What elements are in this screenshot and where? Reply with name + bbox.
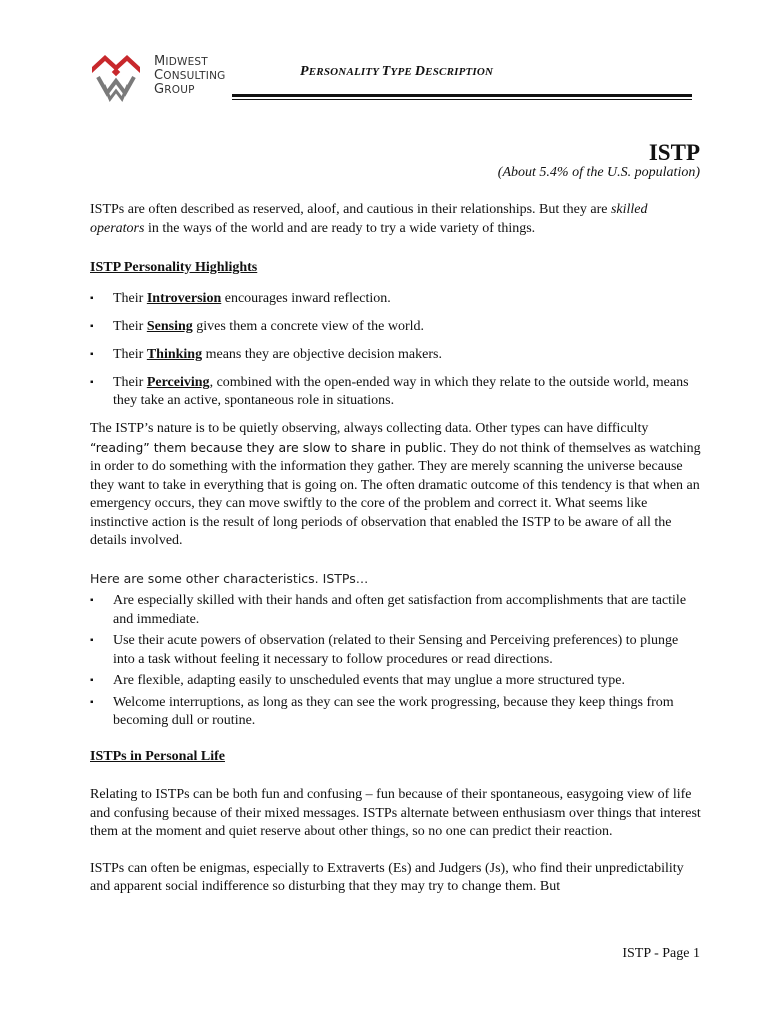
personal-life-heading: ISTPs in Personal Life bbox=[90, 748, 225, 764]
intro-paragraph bbox=[90, 201, 702, 238]
intro-text: ISTPs are often described as reserved, aloof, and cautious in their relationships. But they are bbox=[90, 202, 611, 217]
logo-line-3-rest: ROUP bbox=[164, 84, 195, 96]
nature-text: They do not think of themselves as watching in order to do something with the information they gather. They are merely scanning the universe because they want to take in everything that is going on. The often dramatic outcome of this tendency is that when an emergency occurs, they can move swiftly to the core of the problem and correct it. What seems like instinctive action is the result of long periods of observation that enabled the ISTP to be aware of all the details involved. bbox=[90, 440, 701, 548]
title-part: D bbox=[414, 64, 426, 79]
intro-emphasis: skilled operators bbox=[90, 202, 648, 236]
logo-line-3: GROUP bbox=[154, 82, 195, 97]
item-keyword: Sensing bbox=[146, 318, 193, 334]
header-title bbox=[300, 64, 493, 80]
intro-text: in the ways of the world and are ready to try a wide variety of things. bbox=[144, 220, 536, 236]
list-item: ▪ Welcome interruptions, as long as they can see the work progressing, because they keep things from becoming dull or routine. bbox=[90, 694, 702, 731]
item-text: encourages inward reflection. bbox=[221, 290, 391, 306]
item-prefix: Their bbox=[113, 318, 147, 334]
item-keyword: Thinking bbox=[146, 346, 203, 362]
item-text: gives them a concrete view of the world. bbox=[192, 318, 425, 334]
list-item: ▪ Are especially skilled with their hands and often get satisfaction from accomplishments that are tactile and immediate. bbox=[90, 592, 702, 629]
list-item bbox=[90, 318, 702, 337]
company-logo bbox=[92, 55, 232, 107]
nature-text: The ISTP’s nature is to be quietly observing, always collecting data. Other types can have difficulty bbox=[90, 421, 649, 436]
item-text: means they are objective decision makers. bbox=[202, 346, 442, 362]
list-item: ▪ Are flexible, adapting easily to unscheduled events that may unglue a more structured type. bbox=[90, 672, 702, 691]
logo-line-1: MIDWEST bbox=[154, 54, 208, 69]
item-prefix: Their bbox=[113, 290, 147, 306]
page-footer: ISTP - Page 1 bbox=[622, 946, 700, 961]
nature-paragraph bbox=[90, 420, 702, 551]
highlights-list bbox=[90, 290, 702, 411]
item-prefix: Their bbox=[113, 346, 147, 362]
logo-line-2-rest: ONSULTING bbox=[163, 70, 226, 82]
highlights-heading: ISTP Personality Highlights bbox=[90, 260, 258, 275]
logo-mark-icon bbox=[92, 55, 152, 105]
type-code: ISTP bbox=[648, 140, 700, 165]
list-item bbox=[90, 346, 702, 365]
list-item: ▪ Use their acute powers of observation (related to their Sensing and Perceiving preferences) to plunge into a task without feeling it necessary to follow procedures or read directions. bbox=[90, 632, 702, 669]
item-keyword: Introversion bbox=[146, 290, 222, 306]
list-item bbox=[90, 290, 702, 309]
title-part: P bbox=[300, 64, 309, 79]
title-part: T bbox=[381, 64, 391, 79]
header-rule-thick bbox=[232, 94, 692, 97]
population-note: (About 5.4% of the U.S. population) bbox=[497, 165, 700, 180]
characteristics-intro: Here are some other characteristics. ISTPs… bbox=[90, 570, 369, 586]
personal-life-paragraph-2: ISTPs can often be enigmas, especially to Extraverts (Es) and Judgers (Js), who find their unpredictability and apparent social indifference so disturbing that they may try to change them. But bbox=[90, 860, 684, 894]
logo-line-2: CONSULTING bbox=[154, 68, 226, 83]
title-part: ERSONALITY bbox=[308, 66, 382, 78]
item-text: , combined with the open-ended way in which they relate to the outside world, means they take an active, spontaneous role in situations. bbox=[113, 374, 689, 408]
title-part: ESCRIPTION bbox=[425, 66, 494, 78]
characteristics-list bbox=[90, 592, 702, 731]
logo-line-1-rest: IDWEST bbox=[165, 56, 208, 68]
item-prefix: Their bbox=[113, 374, 147, 390]
nature-text: “reading” them because they are slow to share in public. bbox=[90, 439, 447, 455]
item-keyword: Perceiving bbox=[146, 374, 210, 390]
title-part: YPE bbox=[390, 66, 415, 78]
header-rule-thin bbox=[232, 99, 692, 100]
document-body bbox=[90, 201, 702, 897]
list-item bbox=[90, 374, 702, 411]
personal-life-paragraph-1: Relating to ISTPs can be both fun and confusing – fun because of their spontaneous, easygoing view of life and confusing because of their mixed messages. ISTPs alternate between enthusiasm over things that interest them at the moment and quiet reserve about other things, so no one can predict their reaction. bbox=[90, 787, 701, 839]
